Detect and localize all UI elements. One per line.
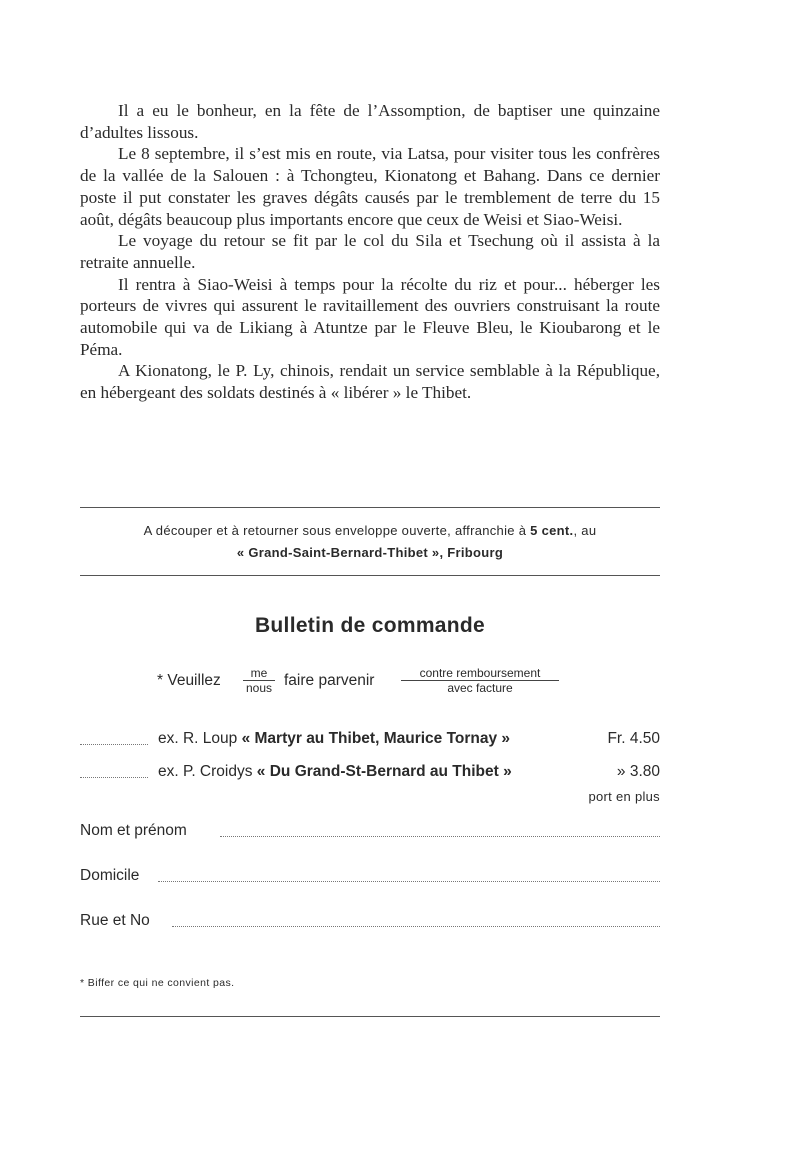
- article-paragraph: A Kionatong, le P. Ly, chinois, rendait un service semblable à la République, en hébergeant des soldats destinés à « libérer » le Thibet.: [80, 361, 660, 403]
- footnote: * Biffer ce qui ne convient pas.: [80, 977, 235, 989]
- name-input[interactable]: [220, 836, 660, 837]
- quantity-field[interactable]: [80, 744, 148, 745]
- address-label: Domicile: [80, 867, 140, 884]
- shipping-note: port en plus: [588, 789, 660, 804]
- pronoun-nous[interactable]: nous: [245, 681, 273, 695]
- order-item-price: Fr. 4.50: [607, 730, 660, 747]
- article-body: [80, 100, 660, 404]
- article-paragraph: Il a eu le bonheur, en la fête de l’Assomption, de baptiser une quinzaine d’adultes lissous.: [80, 101, 660, 142]
- order-item-price: » 3.80: [616, 763, 660, 780]
- veuillez-label: * Veuillez: [157, 672, 221, 689]
- payment-mode-choice[interactable]: [401, 666, 559, 695]
- cut-notice: [80, 520, 660, 564]
- bottom-rule: [80, 1016, 660, 1017]
- verb-label: faire parvenir: [284, 672, 375, 689]
- address-input[interactable]: [158, 881, 660, 882]
- article-paragraph: Le voyage du retour se fit par le col du Sila et Tsechung où il assista à la retraite annuelle.: [80, 231, 660, 272]
- pronoun-me[interactable]: me: [243, 666, 275, 681]
- cut-line-bottom: [80, 575, 660, 576]
- quantity-field[interactable]: [80, 777, 148, 778]
- payment-cod[interactable]: contre remboursement: [401, 666, 559, 681]
- street-input[interactable]: [172, 926, 660, 927]
- street-label: Rue et No: [80, 912, 150, 929]
- article-paragraph: Il rentra à Siao-Weisi à temps pour la récolte du riz et pour... héberger les porteurs de vivres qui assurent le ravitaillement des ouvriers construisant la route automobile qui va de Likiang à Atuntze par le Fleuve Bleu, le Kioubarong et le Péma.: [80, 274, 660, 359]
- cut-line-top: [80, 507, 660, 508]
- order-item-label: ex. R. Loup « Martyr au Thibet, Maurice Tornay »: [158, 730, 511, 747]
- order-form-title: Bulletin de commande: [254, 614, 486, 637]
- name-label: Nom et prénom: [80, 822, 187, 839]
- cut-notice-line-1: A découper et à retourner sous enveloppe ouverte, affranchie à 5 cent., au: [143, 523, 597, 538]
- pronoun-choice[interactable]: [243, 666, 275, 695]
- cut-notice-address: « Grand-Saint-Bernard-Thibet », Fribourg: [236, 545, 504, 560]
- order-item-label: ex. P. Croidys « Du Grand-St-Bernard au Thibet »: [158, 763, 512, 780]
- payment-invoice[interactable]: avec facture: [447, 681, 513, 695]
- article-paragraph: Le 8 septembre, il s’est mis en route, via Latsa, pour visiter tous les confrères de la vallée de la Salouen : à Tchongteu, Kionatong et Bahang. Dans ce dernier poste il put constater les graves dégâts causés par le tremblement de terre du 15 août, dégâts beaucoup plus importants encore que ceux de Weisi et Siao-Weisi.: [80, 144, 660, 229]
